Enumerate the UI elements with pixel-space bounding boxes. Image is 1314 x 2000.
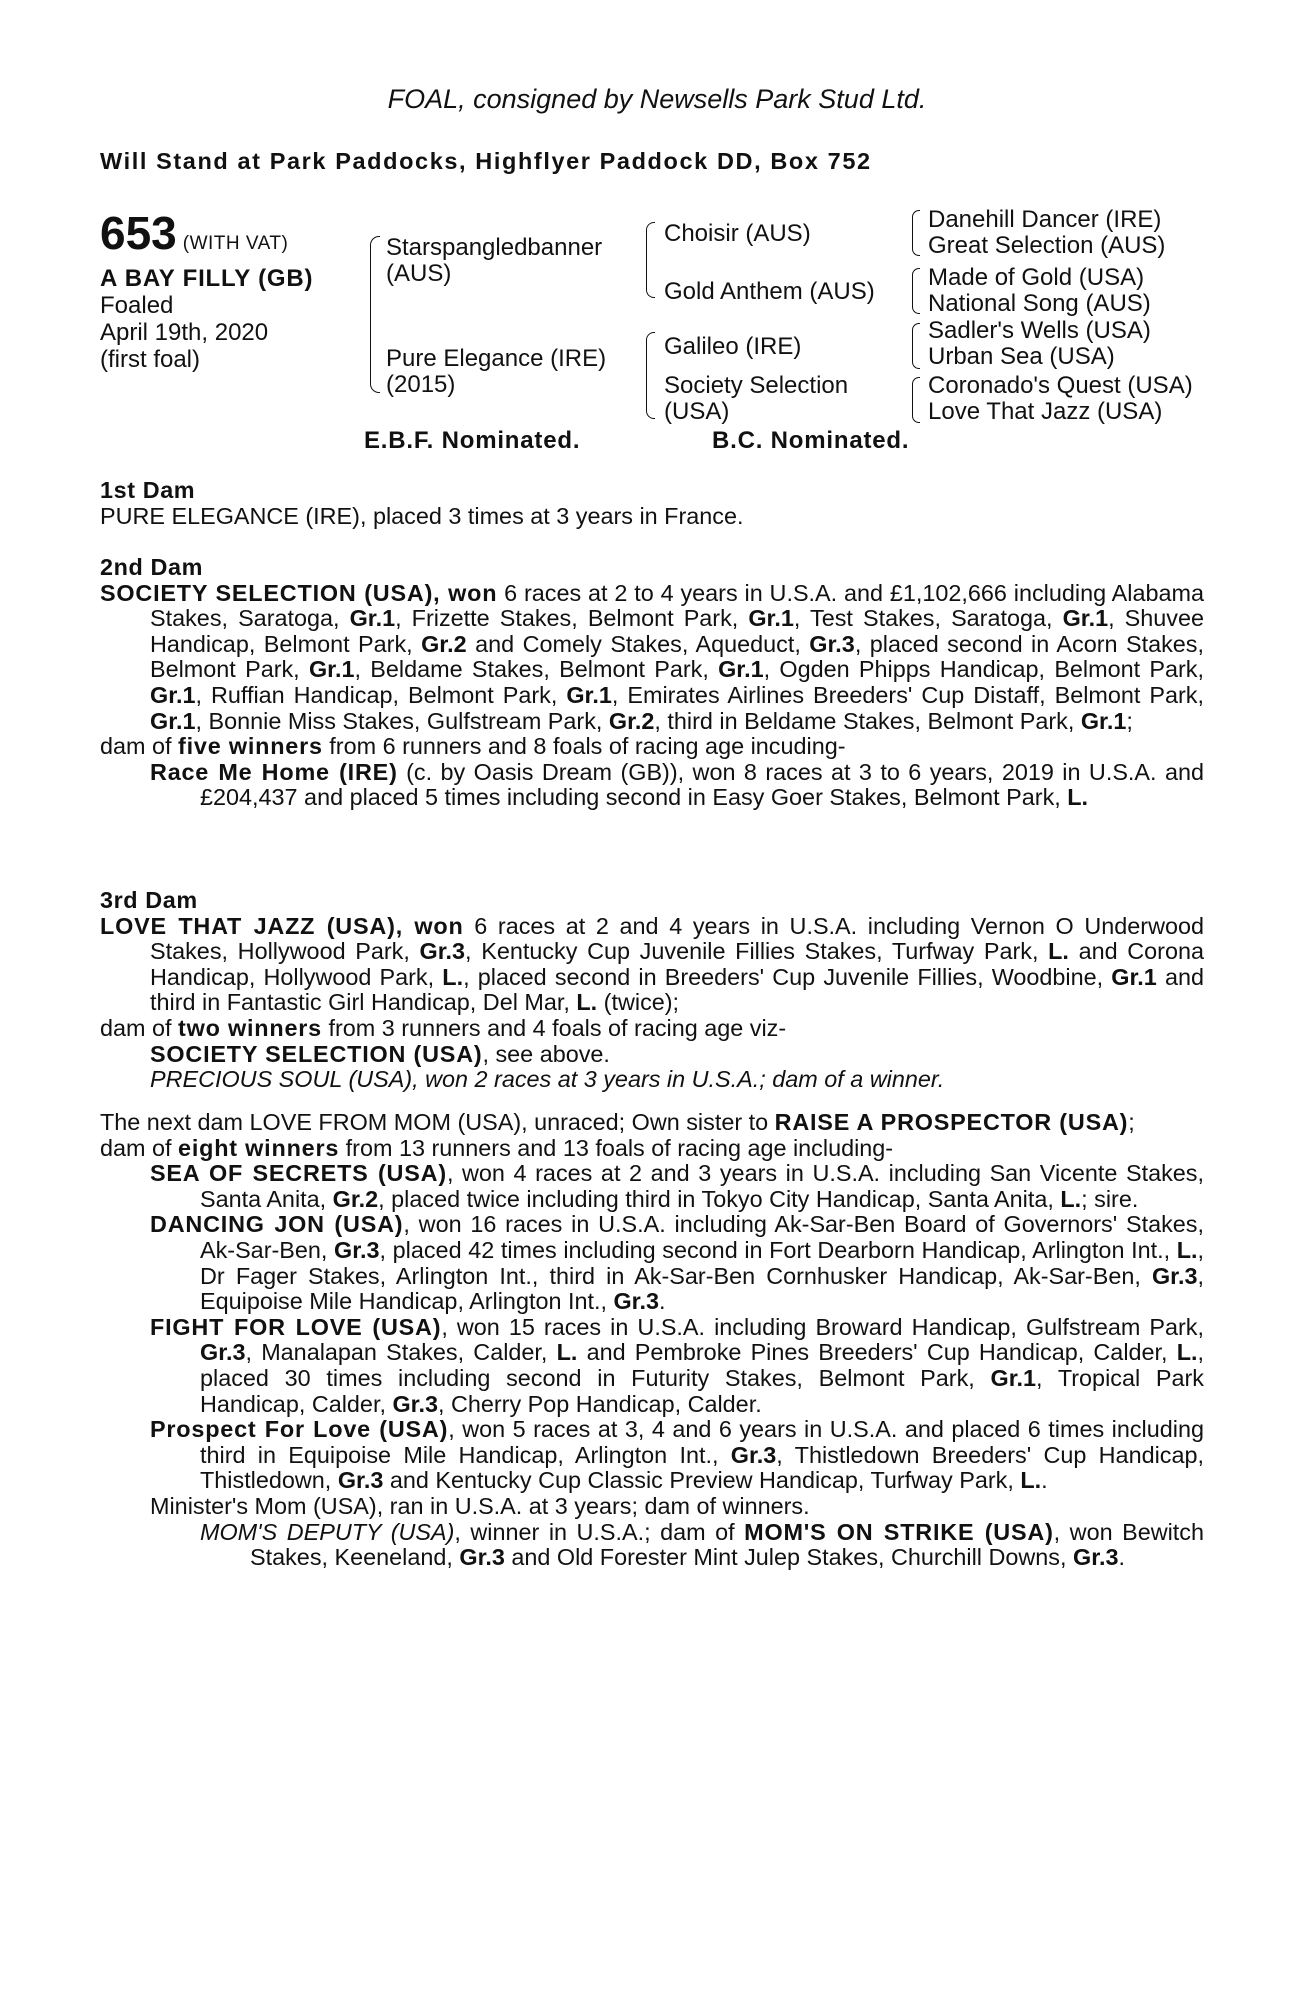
pedigree-dam: Pure Elegance (IRE) (2015) (386, 345, 607, 398)
next-dam-section (100, 1110, 1204, 1571)
next-dam-produce-2: DANCING JON (USA), won 16 races in U.S.A. including Ak-Sar-Ben Board of Governors' Stakes, Ak-Sar-Ben, Gr.3, placed 42 times including second in Fort Dearborn Handicap, Arlington Int., L., Dr Fager Stakes, Arlington Int., third in Ak-Sar-Ben Cornhusker Handicap, Ak-Sar-Ben, Gr.3, Equipoise Mile Handicap, Arlington Int., Gr.3. (150, 1211, 1204, 1315)
next-dam-granddaughter: MOM'S DEPUTY (USA), winner in U.S.A.; dam of MOM'S ON STRIKE (USA), won Bewitch Stakes, Keeneland, Gr.3 and Old Forester Mint Julep Stakes, Churchill Downs, Gr.3. (200, 1518, 1205, 1571)
ebf-nominated: E.B.F. Nominated. (364, 427, 581, 454)
next-dam-produce-summary: dam of eight winners from 13 runners and 13 foals of racing age including- (100, 1134, 894, 1161)
pedigree-dam-sire: Galileo (IRE) (664, 333, 802, 360)
pedigree-g3: Made of Gold (USA) (928, 264, 1145, 291)
next-dam-produce-3: FIGHT FOR LOVE (USA), won 15 races in U.S.A. including Broward Handicap, Gulfstream Park, Gr.3, Manalapan Stakes, Calder, L. and Pembroke Pines Breeders' Cup Handicap, Calder, L., placed 30 times including second in Futurity Stakes, Belmont Park, Gr.1, Tropical Park Handicap, Calder, Gr.3, Cherry Pop Handicap, Calder. (150, 1313, 1205, 1417)
sire-line-brace (646, 222, 655, 298)
lot-number-block (100, 206, 288, 260)
third-dam-produce-2: PRECIOUS SOUL (USA), won 2 races at 3 years in U.S.A.; dam of a winner. (150, 1066, 945, 1093)
pedigree-sire-dam: Gold Anthem (AUS) (664, 278, 875, 305)
pedigree-g8: Love That Jazz (USA) (928, 398, 1163, 425)
first-dam-text: PURE ELEGANCE (IRE), placed 3 times at 3 years in France. (100, 502, 744, 529)
pedigree-sire: Starspangledbanner (AUS) (386, 234, 603, 287)
g-brace-2 (912, 268, 920, 314)
next-dam-intro: The next dam LOVE FROM MOM (USA), unraced; Own sister to RAISE A PROSPECTOR (USA); (100, 1109, 1135, 1135)
second-dam-produce-summary: dam of five winners from 6 runners and 8 foals of racing age incuding- (100, 733, 846, 760)
third-dam-produce-summary: dam of two winners from 3 runners and 4 foals of racing age viz- (100, 1014, 787, 1041)
g-brace-4 (912, 377, 920, 423)
third-dam-record: LOVE THAT JAZZ (USA), won 6 races at 2 and 4 years in U.S.A. including Vernon O Underwood Stakes, Hollywood Park, Gr.3, Kentucky Cup Juvenile Fillies Stakes, Turfway Park, L. and Corona Handicap, Hollywood Park, L., placed second in Breeders' Cup Juvenile Fillies, Woodbine, Gr.1 and third in Fantastic Girl Handicap, Del Mar, L. (twice); (100, 912, 1204, 1016)
next-dam-produce-5: Minister's Mom (USA), ran in U.S.A. at 3 years; dam of winners. (150, 1492, 810, 1519)
first-dam-heading: 1st Dam (100, 477, 196, 503)
consignor-line: FOAL, consigned by Newsells Park Stud Ltd. (387, 84, 927, 114)
g-brace-3 (912, 323, 920, 369)
next-dam-produce-1: SEA OF SECRETS (USA), won 4 races at 2 and 3 years in U.S.A. including San Vicente Stakes, Santa Anita, Gr.2, placed twice including third in Tokyo City Handicap, Santa Anita, L.; sire. (150, 1160, 1204, 1212)
g-brace-1 (912, 210, 920, 256)
pedigree-g2: Great Selection (AUS) (928, 232, 1166, 259)
lot-number: 653 (100, 207, 177, 259)
pedigree-dam-dam: Society Selection (USA) (664, 372, 849, 425)
sire-dam-brace (370, 236, 380, 393)
next-dam-produce-4: Prospect For Love (USA), won 5 races at 3, 4 and 6 years in U.S.A. and placed 6 times including third in Equipoise Mile Handicap, Arlington Int., Gr.3, Thistledown Breeders' Cup Handicap, Thistledown, Gr.3 and Kentucky Cup Classic Preview Handicap, Turfway Park, L.. (150, 1416, 1204, 1494)
foal-note: (first foal) (100, 346, 201, 373)
third-dam-heading: 3rd Dam (100, 887, 198, 913)
first-dam-section (100, 478, 1204, 529)
pedigree-sire-sire: Choisir (AUS) (664, 220, 811, 247)
foaled-date: April 19th, 2020 (100, 319, 269, 346)
pedigree-g4: National Song (AUS) (928, 290, 1151, 317)
third-dam-section (100, 888, 1204, 1093)
third-dam-produce-1: SOCIETY SELECTION (USA), see above. (150, 1040, 610, 1067)
pedigree-g5: Sadler's Wells (USA) (928, 317, 1151, 344)
foaled-label: Foaled (100, 292, 174, 319)
second-dam-heading: 2nd Dam (100, 554, 203, 580)
pedigree-g7: Coronado's Quest (USA) (928, 372, 1193, 399)
pedigree-g1: Danehill Dancer (IRE) (928, 206, 1162, 233)
second-dam-section (100, 555, 1204, 811)
dam-line-brace (646, 332, 655, 419)
stand-location: Will Stand at Park Paddocks, Highflyer Paddock DD, Box 752 (100, 148, 872, 174)
pedigree-g6: Urban Sea (USA) (928, 343, 1115, 370)
second-dam-record: SOCIETY SELECTION (USA), won 6 races at 2 to 4 years in U.S.A. and £1,102,666 including Alabama Stakes, Saratoga, Gr.1, Frizette Stakes, Belmont Park, Gr.1, Test Stakes, Saratoga, Gr.1, Shuvee Handicap, Belmont Park, Gr.2 and Comely Stakes, Aqueduct, Gr.3, placed second in Acorn Stakes, Belmont Park, Gr.1, Beldame Stakes, Belmont Park, Gr.1, Ogden Phipps Handicap, Belmont Park, Gr.1, Ruffian Handicap, Belmont Park, Gr.1, Emirates Airlines Breeders' Cup Distaff, Belmont Park, Gr.1, Bonnie Miss Stakes, Gulfstream Park, Gr.2, third in Beldame Stakes, Belmont Park, Gr.1; (100, 579, 1204, 734)
bc-nominated: B.C. Nominated. (712, 427, 910, 454)
horse-name: A BAY FILLY (GB) (100, 265, 314, 292)
second-dam-produce-1: Race Me Home (IRE) (c. by Oasis Dream (GB)), won 8 races at 3 to 6 years, 2019 in U.S.A. and £204,437 and placed 5 times including second in Easy Goer Stakes, Belmont Park, L. (150, 758, 1204, 811)
vat-label: (WITH VAT) (182, 233, 289, 254)
